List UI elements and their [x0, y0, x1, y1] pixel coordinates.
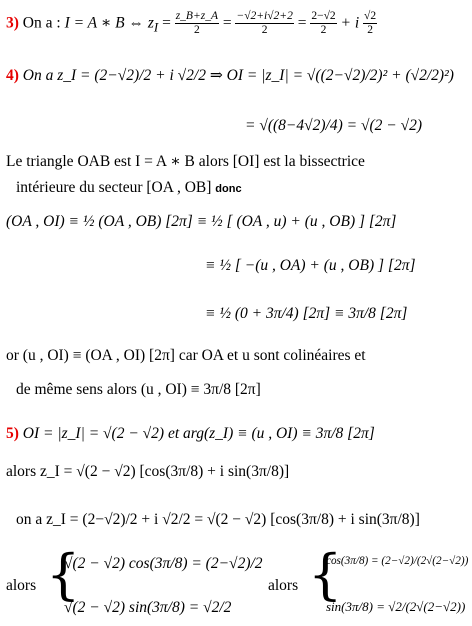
modulus-result: = √((8−4√2)/4) = √(2 − √2): [245, 117, 423, 134]
system-right-1: cos(3π/8) = (2−√2)/(2√(2−√2)): [326, 555, 469, 567]
triangle-text-2: intérieure du secteur [OA , OB] donc: [16, 179, 242, 196]
item-3-number: 3): [6, 14, 19, 32]
angle-equation-a: (OA , OI) ≡ ½ (OA , OB) [2π] ≡ ½ [ (OA , u) + (u , OB) ] [2π]: [6, 213, 397, 230]
item-3: 3) On a : I = A ∗ B ⇔ $z_I$ = $\frac{z\_B+z\_A}{2}$ = $\frac{-√2+i√2+2}{2}$ = $\frac{2-√2}{2}$ + i $\frac{√2}{2}$: [6, 10, 377, 37]
system-left-2: √(2 − √2) sin(3π/8) = √2/2: [64, 599, 232, 616]
angle-equation-b: ≡ ½ [ −(u , OA) + (u , OB) ] [2π]: [205, 257, 416, 274]
system-alors-2: alors: [268, 577, 299, 594]
item-5-line-1: 5) OI = |z_I| = √(2 − √2) et arg(z_I) ≡ (u , OI) ≡ 3π/8 [2π]: [6, 425, 375, 442]
fraction: $\frac{√2}{2}$: [364, 10, 377, 37]
item-3-lead: On a :: [22, 14, 61, 32]
item-5-line-2: alors z_I = √(2 − √2) [cos(3π/8) + i sin(3π/8)]: [6, 463, 290, 480]
fraction: $\frac{-√2+i√2+2}{2}$: [236, 10, 293, 37]
left-brace: {: [46, 543, 81, 606]
item-4-line-1: [6, 68, 454, 84]
item-5-line-3: on a z_I = (2−√2)/2 + i √2/2 = √(2 − √2) [cos(3π/8) + i sin(3π/8)]: [16, 511, 420, 528]
item-5-number: 5): [6, 425, 19, 442]
fraction: $\frac{z\_B+z\_A}{2}$: [175, 10, 218, 37]
system-right-2: sin(3π/8) = √2/(2√(2−√2)): [326, 599, 466, 614]
system-alors-1: alors: [6, 577, 37, 594]
system-left-1: √(2 − √2) cos(3π/8) = (2−√2)/2: [64, 555, 263, 572]
triangle-text-1: Le triangle OAB est I = A ∗ B alors [OI] est la bissectrice: [6, 153, 365, 170]
or-line-2: de même sens alors (u , OI) ≡ 3π/8 [2π]: [16, 381, 261, 398]
item-4-line-2: [245, 118, 422, 134]
angle-equation-c: ≡ ½ (0 + 3π/4) [2π] ≡ 3π/8 [2π]: [205, 305, 408, 322]
right-brace: {: [308, 543, 343, 606]
fraction: $\frac{2-√2}{2}$: [311, 10, 336, 37]
item-4-number: 4): [6, 67, 19, 84]
modulus-equation: On a z_I = (2−√2)/2 + i √2/2 ⇒ OI = |z_I| = √((2−√2)/2)² + (√2/2)²): [22, 67, 454, 84]
or-line-1: or (u , OI) ≡ (OA , OI) [2π] car OA et u sont colinéaires et: [6, 347, 366, 364]
donc-label: donc: [215, 183, 242, 195]
